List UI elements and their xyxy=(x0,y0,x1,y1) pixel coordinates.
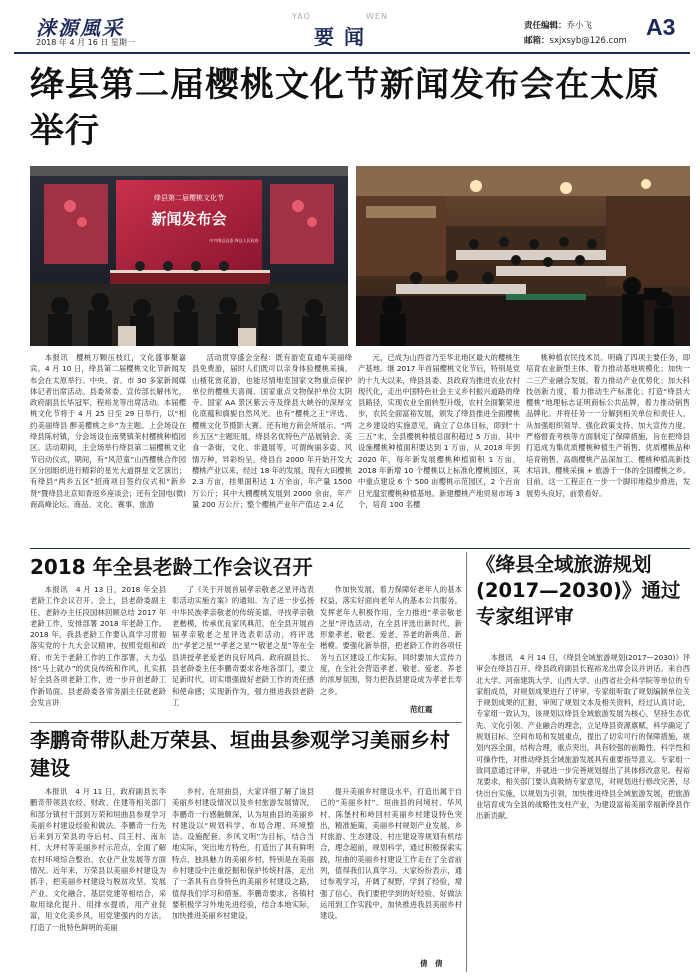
lead-column-2-text: 活动贯穿盛会全程：既有游览直通车美丽绛县免费游，届时人们既可以亲身体验樱桃采摘，山楂花赏花游，也能尽情地览国家文物重点保护单位的樱桃天喜阁、国家重点文物保护单位太阴寺、国家 AA 景区紫云寺及绛县大峡谷的深厚文化底蕴和旖旎自然风光。也有“樱桃之王”评选、樱桃文化节摄影大赛、还有地方商会所展示、“两乡五区”主题旺展，绛县名优特色产品展销会、美食一条街，文化、非遗展等，可谓绚丽多姿、风情万种，异彩纷呈。绛县自 2000 年开始开发大樱桃产业以来，经过 18 年的发展，现有大田樱桃 2.3 万亩，挂果面积达 1 万余亩，年产量 1500 万公斤；其中大棚樱桃发展到 2000 余亩，年产量 200 万公斤；整个樱桃产业年产值达 2.4 亿 xyxy=(192,353,352,509)
article-2-column-1-text: 本报讯 4 月 13 日，2018 年全县老龄工作会议召开。会上，县老龄委副主任、老龄办主任段国林回顾总结 2017 年老龄工作，安排部署 2018 年老龄工作。2018 年，我县老龄工作要认真学习贯彻落实党的十九大会议精神，按照党组和政府、市关于老龄工作的工作部署，大力弘扬“马上就办”的优良传统和作风，扎实抓好全县各项老龄工作，进一步开创老龄工作新局面。县老龄委各常务副主任就老龄会发言讲 xyxy=(30,585,166,707)
article-2-column-3-text: 作加快发展，着力保障好老年人的基本权益，落实好面向老年人的基本公共服务，发挥老年人积极作用，全力推进“孝亲敬老之星”评选活动，在全县评选出新时代、新形象孝老、敬老、爱老、养老的新典范、新楷模。要强化新举措，把老龄工作的各项任务与五区建设工作实际，同时要加大宣传力度，在全社会营造孝老、敬老、爱老、养老的浓厚氛围，努力把我县建设成为孝老长寿之乡。 xyxy=(320,585,462,696)
lead-column-2 xyxy=(192,352,352,544)
article-3-column-1-text: 本报讯 4 月 11 日，政府副县长李鹏奇带领县农经、财政、住建等相关部门和部分镇村干部到万荣和垣曲县参观学习美丽乡村建设经验和做法。李鹏奇一行先后来到万荣县的寺后村、闫王村、南东村、大坪村等美丽乡村示范点，全面了解农村环境综合整治、农业产业发展等方面情况。近年来，万荣县以美丽乡村建设为抓手，把美丽乡村建设与脱贫攻坚、发展产业、文化融合、基层党建等相结合，采取用绿化提升、用排水提质，用产业促富，用文化美乡风，用党建强内的方法，打造了一批特色鲜明的美丽 xyxy=(30,787,166,932)
lead-column-1-text: 本报讯 樱桃万颗压枝红，文化盛事聚嘉宾。4 月 10 日，绛县第二届樱桃文化节新闻发布会在太原举行。中央、省、市 30 多家新闻媒体记者出席活动。县委常委、宣传部长解伟光，政府副县长毕冠军，程裕龙等出席活动。本届樱桃文化节将于 4 月 25 日至 29 日举行，以“相约美丽绛县 醉美樱桃之乡”为主题。上会场设在绛县陈村镇，分会场设在南樊镇茉村樱桃种植园区。活动期间，主会场举行绛县第二届樱桃文化节启动仪式，期间，有“风范童”山西樱桃合作园区分园组织进行精彩的星光大道群星文艺演出；有绛县“两乡五区”招商项目签约仪式和“新乡贤”暨绛县北京知青返乡座谈会；还有全国电(微)商高峰论坛。商品、文化、赛事、旅游 xyxy=(30,353,186,509)
article-3-column-2-text: 乡村。在垣曲县，大家详细了解了该县美丽乡村建设情况以及乡村旅游发展情况，李鹏奇一行感触颇深，认为垣曲县的美丽乡村建设以“规划科学、布局合理、环境整洁、设施配套、乡风文明”为目标，结合当地实际，突出地方特色，打造出了具有鲜明特点、独具魅力的美丽乡村，特别是在美丽乡村建设中注重挖掘和保护传统村落，走出了一条具有自身特色的美丽乡村建设之路，值得我们学习和借鉴。李鹏奇要求，各镇村要积极学习外地先进经验，结合本地实际，加快推进美丽乡村建设， xyxy=(172,787,314,921)
lead-column-1 xyxy=(30,352,186,544)
email-address: sxjxsyb@126.com xyxy=(549,36,627,46)
article-3-column-3 xyxy=(320,786,462,972)
photo-stage-illustration xyxy=(30,166,348,346)
email-line xyxy=(524,34,627,46)
masthead xyxy=(14,10,690,48)
article-2-column-1 xyxy=(30,584,166,714)
photo-press-conference-stage xyxy=(30,166,348,346)
page-number: A3 xyxy=(646,14,676,40)
article-4-headline: 《绛县全域旅游规划(2017—2030)》通过专家组评审 xyxy=(476,553,681,628)
article-2-headline: 2018 年全县老龄工作会议召开 xyxy=(30,555,313,579)
section-title: 要闻 xyxy=(314,25,374,49)
lead-column-4-text: 桃种植农民技术员。明确了四项主要任务，即培育农业新型主体，着力推动基地规模化；加快一二三产业融合发展，着力推动产业优势化；加大科技创新力度，着力推动生产标准化；打造“绛县大樱桃”地理标志证明商标公共品牌，着力推动销售品牌化。并将任务一一分解到相关单位和责任人，从加强组织领导、强化政策支持、加大宣传力度、严格督查考核等方面制定了保障措施，旨在把绛县打造成为集优质樱桃种植生产销售、优质樱桃品种培育销售、高端樱桃产品深加工、樱桃种植高新技术培训、樱桃采摘 + 旅游于一体的全国樱桃之乡。目前，这一工程正在一步一个脚印地稳步推进，发展势头良好，前景看好。 xyxy=(526,353,690,498)
lead-column-3 xyxy=(358,352,520,544)
issue-date: 2018 年 4 月 16 日 星期一 xyxy=(36,38,135,47)
editor-label: 责任编辑： xyxy=(524,21,567,31)
section-divider xyxy=(30,548,690,549)
article-2-author: 范红霞 xyxy=(410,705,433,714)
photo-hall-illustration xyxy=(356,166,690,346)
photo-press-conference-hall xyxy=(356,166,690,346)
editor-line xyxy=(524,19,592,31)
article-3-headline: 李鹏奇带队赴万荣县、垣曲县参观学习美丽乡村建设 xyxy=(30,728,450,780)
article-3-author: 倩 倩 xyxy=(420,959,443,968)
article-4-text: 本报讯 4 月 14 日，《绛县全域旅游规划(2017—2030)》评审会在绛县召开。绛县政府副县长程裕龙出席会议并讲话。来自西北大学、河南建筑大学、山西大学、山西省社会科学院等单位的专家组成员，对规划成果进行了评审。专家组听取了规划编制单位关于规划成果的汇报，审阅了规划文本及相关资料，经过认真讨论，专家组一致认为，该规划以绛县全域旅游发展为核心，坚持生态优先、文化引领、产业融合的理念，立足绛县资源禀赋，科学确定了规划目标、空间布局和发展重点，提出了切实可行的保障措施，规划内容全面，结构合理，重点突出，具有较强的前瞻性、科学性和可操作性，对推动绛县全域旅游发展具有重要指导意义。专家组一致同意通过评审，并就进一步完善规划提出了具体修改意见。程裕龙要求，相关部门要认真吸纳专家意见，对规划进行修改完善，尽快出台实施，以规划为引领，加快推进绛县全域旅游发展，把旅游业培育成为全县的战略性支柱产业，为建设富裕美丽幸福新绛县作出新贡献。 xyxy=(476,653,690,821)
masthead-rule xyxy=(14,52,690,54)
newspaper-brand: 涞源風采 xyxy=(36,16,124,40)
article-2-column-2-text: 了《关于开展首届孝亲敬老之星评选表彰活动实施方案》的通知。为了进一步弘扬中华民族孝亲敬老的传统美德，寻找孝亲敬老楷模，传承优良家风典范，在全县开展首届孝亲敬老之星评选表彰活动，将评选出“孝老之星”“孝老之星”“敬老之星”等在全县讲授孝老爱老的良好风尚。政府副县长、县老龄委主任李鹏奇要求各地各部门，要立足新时代，切实增强做好老龄工作的责任感和使命感；实现新作为，强力推进我县老龄工 xyxy=(172,585,314,707)
article-4-column xyxy=(476,652,690,972)
section-en-2: WEN xyxy=(366,12,388,21)
stage-banner-sub: 中共绛县县委 绛县人民政府 xyxy=(209,238,259,243)
article-3-column-3-text: 提升美丽乡村建设水平，打造出属于自己的“美丽乡村”。垣曲县的问境村、华风村、陈堡村和岭回村美丽乡村建设特色突出，精准施策，美丽乡村规划产业发展、乡村旅游、生态建设、村庄建设等规划有机结合，理念超前，规划科学，通过积极探索实践，垣曲的美丽乡村建设工作走在了全省前列，值得我们认真学习。大家纷纷表示，通过参观学习，开阔了视野，学到了经验，增强了信心，我们要把学到的好经验、好做法运用到工作实践中，加快推进我县美丽乡村建设。 xyxy=(320,787,462,921)
lead-headline: 绛县第二届樱桃文化节新闻发布会在太原举行 xyxy=(30,65,660,151)
editor-name: 乔小飞 xyxy=(566,21,593,31)
stage-banner-main: 新闻发布会 xyxy=(151,210,227,228)
section-en-1: YAO xyxy=(292,12,311,21)
email-label: 邮箱： xyxy=(524,36,550,46)
article-3-column-1 xyxy=(30,786,166,972)
column-divider xyxy=(466,552,467,972)
article-2-column-2 xyxy=(172,584,314,714)
article-3-column-2 xyxy=(172,786,314,972)
stage-banner-title: 绛县第二届樱桃文化节 xyxy=(154,194,224,202)
article-divider xyxy=(30,722,462,723)
lead-column-3-text: 元，已成为山西省乃至华北地区最大的樱桃生产基地。继 2017 年首届樱桃文化节后，特别是党的十九大以来，绛县县委、县政府为推进农业农村现代化，走出中国特色社会主义乡村振兴道路的绛县路径，实现农业全面转型升级，农村全面繁荣进步，农民全面富裕发展，颁发了绛县推进全面樱桃之乡建设的实施意见，确立了总体目标，即到“十三五”末，全县樱桃种植总面积超过 5 万亩，其中设施樱桃种植面积要达到 1 万亩，从 2018 年到 2020 年，每年新发展樱桃种植面积 1 万亩，2018 年新增 10 个樱桃以上标准化樱桃园区，其中重点建设 6 个 500 亩樱桃示范园区，2 个百亩日光温室樱桃种植基地。新建樱桃产地贸易市场 3 个，培育 100 名樱 xyxy=(358,353,520,509)
article-2-column-3 xyxy=(320,584,462,714)
lead-column-4 xyxy=(526,352,690,544)
